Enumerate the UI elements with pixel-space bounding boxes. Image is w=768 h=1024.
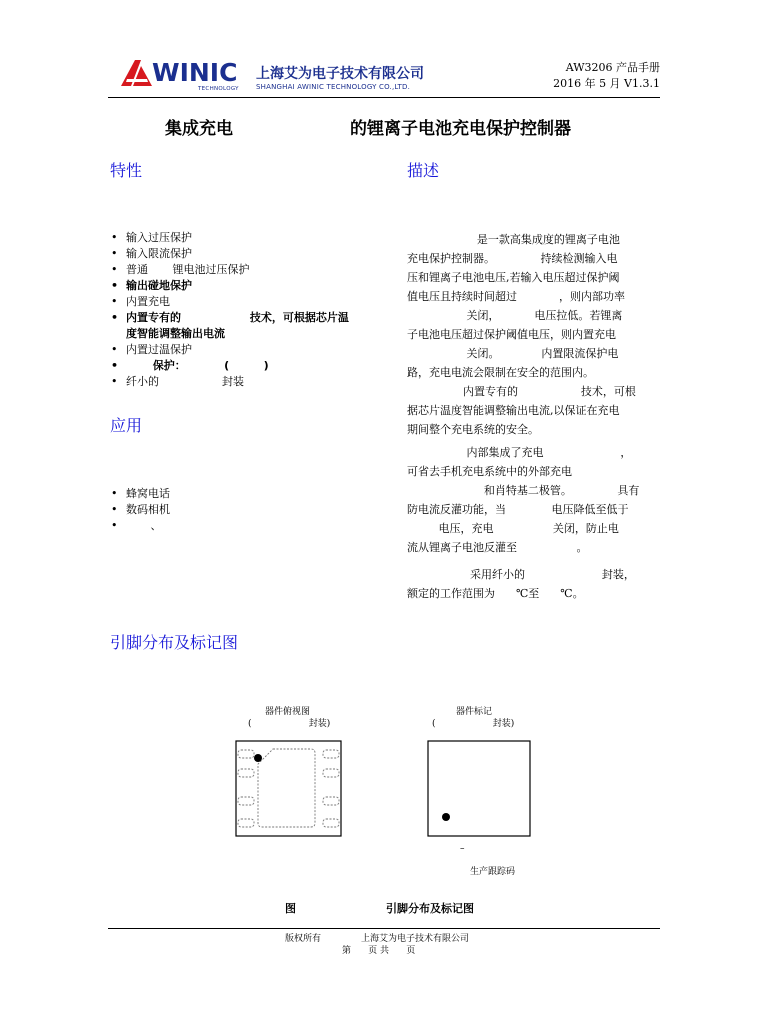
- description-line: 采用纤小的 封装，: [407, 568, 635, 581]
- features-heading: 特性: [110, 161, 143, 180]
- marking-dash: –: [460, 844, 465, 854]
- feature-item: • 输入限流保护: [110, 246, 390, 262]
- feature-item: • 保护： ( ): [110, 358, 390, 374]
- description-line: 内置专有的 技术，可根: [407, 385, 636, 398]
- description-paragraph-3: [407, 565, 662, 603]
- description-line: 可省去手机充电系统中的外部充电: [407, 465, 572, 478]
- footer-copyright: 版权所有 上海艾为电子技术有限公司: [285, 934, 470, 944]
- description-line: 和肖特基二极管。 具有: [407, 484, 640, 497]
- awinic-logo-mark: [121, 60, 153, 86]
- description-line: 据芯片温度智能调整输出电流,以保证在充电: [407, 404, 620, 417]
- footer-rule: [108, 928, 660, 929]
- doc-version: 2016 年 5 月 V1.3.1: [553, 77, 660, 90]
- feature-item: • 内置充电: [110, 294, 390, 310]
- application-item: • 蜂窝电话: [110, 486, 370, 502]
- description-paragraph-2: [407, 443, 662, 557]
- logo-subtext: TECHNOLOGY: [198, 86, 239, 92]
- pin-2-pad: [238, 769, 254, 777]
- top-view-package: ( 封装): [248, 719, 331, 729]
- doc-title-part-a: 集成充电: [165, 119, 233, 139]
- description-line: 期间整个充电系统的安全。: [407, 423, 539, 436]
- description-heading: 描述: [407, 161, 440, 180]
- doc-id: AW3206 产品手册: [565, 61, 660, 74]
- description-line: 关闭。 内置限流保护电: [407, 347, 619, 360]
- marking-outline: [428, 741, 530, 836]
- description-line: 防电流反灌功能，当 电压降低至低于: [407, 503, 629, 516]
- pin-3-pad: [238, 797, 254, 805]
- description-line: 路，充电电流会限制在安全的范围内。: [407, 366, 594, 379]
- description-line: 关闭， 电压拉低。若锂离: [407, 309, 623, 322]
- feature-item: • 内置专有的 技术，可根据芯片温: [110, 310, 390, 326]
- logo-wordmark: WINIC: [152, 58, 238, 87]
- top-view-diagram: [235, 740, 343, 838]
- package-outline: [236, 741, 341, 836]
- pin-4-pad: [238, 819, 254, 827]
- feature-item: • 内置过温保护: [110, 342, 390, 358]
- description-line: 流从锂离子电池反灌至 。: [407, 541, 588, 554]
- pin-5-pad: [323, 819, 339, 827]
- marking-caption: 器件标记: [456, 707, 493, 717]
- pin-6-pad: [323, 797, 339, 805]
- description-line: 充电保护控制器。 持续检测输入电: [407, 252, 618, 265]
- tracking-code-label: 生产跟踪码: [470, 867, 516, 877]
- marking-diagram: [427, 740, 532, 838]
- figure-label-title: 引脚分布及标记图: [386, 902, 474, 915]
- description-line: 是一款高集成度的锂离子电池: [407, 233, 620, 246]
- doc-title-part-b: 的锂离子电池充电保护控制器: [350, 119, 571, 139]
- top-view-caption: 器件俯视图: [265, 707, 311, 717]
- description-line: 值电压且持续时间超过 ，则内部功率: [407, 290, 625, 303]
- company-name-en: SHANGHAI AWINIC TECHNOLOGY CO.,LTD.: [256, 83, 411, 91]
- exposed-pad-outline: [258, 749, 315, 827]
- application-item: • 数码相机: [110, 502, 370, 518]
- pin-7-pad: [323, 769, 339, 777]
- description-line: 内部集成了充电 ，: [407, 446, 632, 459]
- feature-item: • 输出碰地保护: [110, 278, 390, 294]
- description-line: 额定的工作范围为 ℃至 ℃。: [407, 587, 584, 600]
- feature-item: • 输入过压保护: [110, 230, 390, 246]
- pinout-heading: 引脚分布及标记图: [110, 633, 239, 652]
- pin-1-dot: [254, 754, 262, 762]
- marking-package: ( 封装): [432, 719, 515, 729]
- description-line: 电压，充电 关闭，防止电: [407, 522, 619, 535]
- feature-item: 度智能调整输出电流: [126, 327, 225, 340]
- feature-item: • 普通 锂电池过压保护: [110, 262, 390, 278]
- feature-item: • 纤小的 封装: [110, 374, 390, 390]
- pin-1-pad: [238, 750, 254, 758]
- footer-page-number: 第 页 共 页: [342, 946, 416, 956]
- application-item: • 、: [110, 518, 370, 534]
- header-rule: [108, 97, 660, 98]
- applications-heading: 应用: [110, 416, 143, 435]
- features-list: [110, 230, 390, 390]
- pin-8-pad: [323, 750, 339, 758]
- description-paragraph-1: [407, 230, 662, 439]
- company-name-cn: 上海艾为电子技术有限公司: [256, 66, 424, 82]
- applications-list: [110, 486, 370, 534]
- description-line: 子电池电压超过保护阈值电压，则内置充电: [407, 328, 616, 341]
- marking-pin-1-dot: [442, 813, 450, 821]
- figure-label-number: 图: [285, 902, 296, 915]
- description-line: 压和锂离子电池电压,若输入电压超过保护阈: [407, 271, 620, 284]
